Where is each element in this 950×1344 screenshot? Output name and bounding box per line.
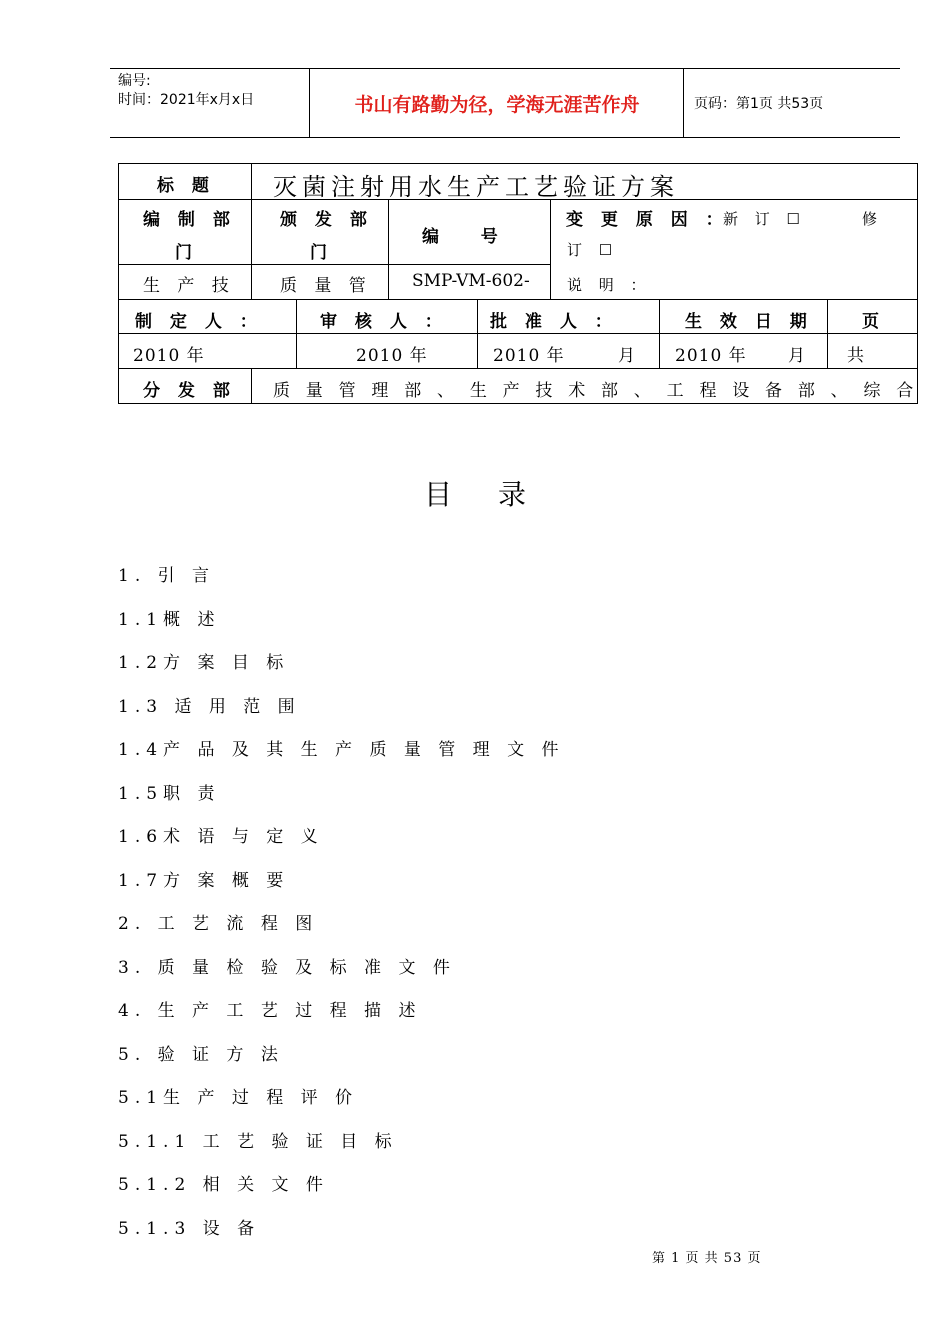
header-time-label: 时间：2021年x月x日	[118, 92, 255, 108]
issue-value: 质 量 管	[280, 276, 372, 296]
toc-item: 5.1生 产 过 程 评 价	[118, 1088, 359, 1108]
approver-date: 2010 年	[493, 346, 565, 366]
toc-item: 1. 引 言	[118, 566, 216, 586]
header-motto: 书山有路勤为径，学海无涯苦作舟	[311, 69, 684, 137]
toc-item: 1.1概 述	[118, 610, 221, 630]
revise-option-line1: 修	[862, 210, 884, 228]
code-value: SMP-VM-602-	[412, 271, 530, 291]
toc-title: 目录	[423, 478, 572, 511]
toc-item: 1.6术 语 与 定 义	[118, 827, 324, 847]
document-title: 灭菌注射用水生产工艺验证方案	[273, 173, 679, 201]
toc-item: 4. 生 产 工 艺 过 程 描 述	[118, 1001, 422, 1021]
issue-label-line2: 门	[310, 243, 333, 263]
document-info-table	[118, 163, 918, 404]
header-number-label: 编号:	[118, 73, 151, 89]
toc-item: 3. 质 量 检 验 及 标 准 文 件	[118, 958, 456, 978]
effective-date: 2010 年	[675, 346, 747, 366]
change-reason-label: 变 更 原 因 ：	[566, 210, 729, 230]
toc-item: 2. 工 艺 流 程 图	[118, 914, 319, 934]
dept-label-line1: 编 制 部	[143, 210, 236, 230]
approver-label: 批 准 人 ：	[490, 312, 618, 332]
toc-item: 1.5职 责	[118, 784, 221, 804]
toc-item: 5.1.1 工 艺 验 证 目 标	[118, 1132, 398, 1152]
note-label: 说 明 ：	[567, 276, 652, 294]
toc-item: 1.3 适 用 范 围	[118, 697, 301, 717]
page-footer: 第 1 页 共 53 页	[652, 1251, 762, 1266]
title-label: 标 题	[157, 176, 215, 196]
toc-item: 1.2方 案 目 标	[118, 653, 290, 673]
header-page-info: 页码：第1页 共53页	[694, 96, 824, 112]
toc-item: 1.7方 案 概 要	[118, 871, 290, 891]
reviewer-date: 2010 年	[356, 346, 428, 366]
toc-item: 5. 验 证 方 法	[118, 1045, 284, 1065]
code-label: 编 号	[422, 227, 504, 247]
distribution-label: 分 发 部	[143, 381, 236, 401]
page-header	[110, 68, 900, 138]
revise-option-line2: 订 ☐	[567, 241, 619, 259]
maker-label: 制 定 人 ：	[135, 312, 263, 332]
distribution-value: 质 量 管 理 部 、 生 产 技 术 部 、 工 程 设 备 部 、 综 合	[273, 381, 919, 401]
page-count-label: 页	[862, 312, 885, 332]
approver-month: 月	[618, 346, 641, 366]
reviewer-label: 审 核 人 ：	[320, 312, 448, 332]
dept-value: 生 产 技	[143, 276, 235, 296]
header-meta	[110, 69, 310, 137]
effective-month: 月	[788, 346, 811, 366]
maker-date: 2010 年	[133, 346, 205, 366]
toc-item: 5.1.3 设 备	[118, 1219, 261, 1239]
page-total: 共	[847, 346, 870, 366]
dept-label-line2: 门	[175, 243, 198, 263]
effective-date-label: 生 效 日 期	[685, 312, 813, 332]
toc-item: 1.4产 品 及 其 生 产 质 量 管 理 文 件	[118, 740, 565, 760]
new-option: 新 订 ☐	[723, 210, 806, 228]
toc-item: 5.1.2 相 关 文 件	[118, 1175, 329, 1195]
issue-label-line1: 颁 发 部	[280, 210, 373, 230]
